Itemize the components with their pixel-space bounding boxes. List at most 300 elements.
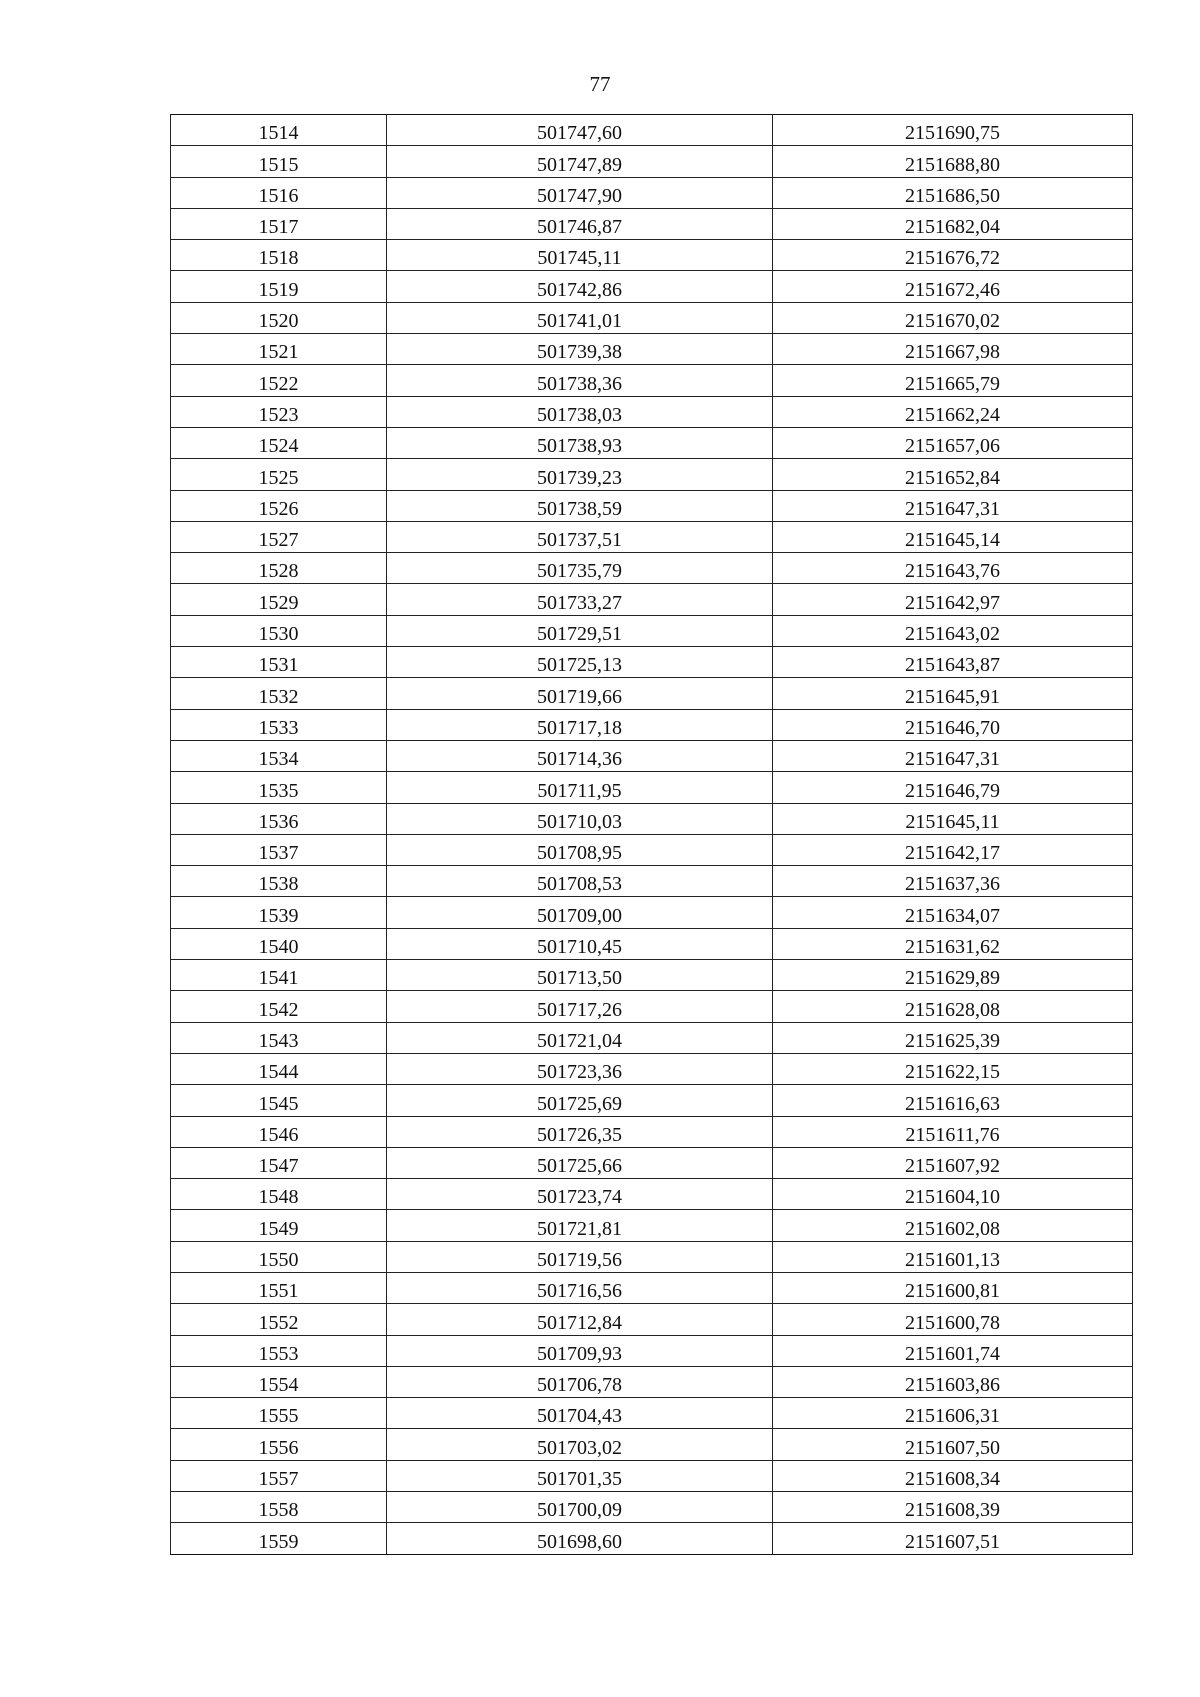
y-coordinate-value: 2151606,31 [905, 1405, 1000, 1428]
y-coordinate-cell [773, 584, 1133, 615]
point-number-value: 1538 [258, 873, 299, 896]
point-number-cell [171, 396, 387, 427]
point-number-cell [171, 803, 387, 834]
y-coordinate-value: 2151645,11 [905, 810, 1000, 833]
x-coordinate-value: 501701,35 [537, 1468, 622, 1491]
point-number-value: 1531 [258, 654, 299, 677]
point-number-value: 1550 [258, 1248, 299, 1271]
table-row [171, 1085, 1133, 1116]
x-coordinate-value: 501721,81 [537, 1217, 622, 1240]
point-number-cell [171, 1053, 387, 1084]
x-coordinate-value: 501738,03 [537, 403, 622, 426]
y-coordinate-value: 2151608,39 [905, 1499, 1000, 1522]
y-coordinate-value: 2151665,79 [905, 372, 1000, 395]
point-number-cell [171, 146, 387, 177]
point-number-value: 1545 [258, 1092, 299, 1115]
point-number-cell [171, 208, 387, 239]
x-coordinate-cell [387, 490, 773, 521]
x-coordinate-cell [387, 459, 773, 490]
y-coordinate-cell [773, 1523, 1133, 1554]
point-number-value: 1553 [258, 1342, 299, 1365]
y-coordinate-value: 2151652,84 [905, 466, 1000, 489]
y-coordinate-value: 2151603,86 [905, 1374, 1000, 1397]
point-number-cell [171, 1398, 387, 1429]
point-number-value: 1551 [258, 1280, 299, 1303]
y-coordinate-value: 2151629,89 [905, 967, 1000, 990]
point-number-value: 1533 [258, 716, 299, 739]
point-number-cell [171, 1116, 387, 1147]
table-row [171, 615, 1133, 646]
point-number-cell [171, 427, 387, 458]
x-coordinate-cell [387, 1085, 773, 1116]
x-coordinate-value: 501726,35 [537, 1123, 622, 1146]
table-row [171, 928, 1133, 959]
point-number-value: 1544 [258, 1061, 299, 1084]
y-coordinate-cell [773, 459, 1133, 490]
table-row [171, 115, 1133, 146]
y-coordinate-value: 2151601,74 [905, 1342, 1000, 1365]
table-row [171, 490, 1133, 521]
x-coordinate-value: 501709,93 [537, 1342, 622, 1365]
point-number-cell [171, 334, 387, 365]
y-coordinate-value: 2151607,50 [905, 1436, 1000, 1459]
y-coordinate-value: 2151625,39 [905, 1029, 1000, 1052]
point-number-value: 1559 [258, 1530, 299, 1553]
x-coordinate-cell [387, 1398, 773, 1429]
x-coordinate-cell [387, 271, 773, 302]
point-number-value: 1529 [258, 591, 299, 614]
y-coordinate-cell [773, 772, 1133, 803]
x-coordinate-value: 501719,56 [537, 1248, 622, 1271]
table-row [171, 1241, 1133, 1272]
y-coordinate-value: 2151628,08 [905, 998, 1000, 1021]
y-coordinate-cell [773, 240, 1133, 271]
x-coordinate-value: 501711,95 [537, 779, 622, 802]
x-coordinate-cell [387, 740, 773, 771]
x-coordinate-value: 501741,01 [537, 310, 622, 333]
page-number: 77 [589, 72, 611, 96]
table-row [171, 334, 1133, 365]
point-number-value: 1552 [258, 1311, 299, 1334]
table-row [171, 302, 1133, 333]
y-coordinate-value: 2151602,08 [905, 1217, 1000, 1240]
y-coordinate-value: 2151600,81 [905, 1280, 1000, 1303]
y-coordinate-value: 2151643,87 [905, 654, 1000, 677]
table-row [171, 271, 1133, 302]
point-number-value: 1522 [258, 372, 299, 395]
table-row [171, 960, 1133, 991]
table-row [171, 897, 1133, 928]
point-number-cell [171, 115, 387, 146]
y-coordinate-cell [773, 740, 1133, 771]
table-row [171, 1272, 1133, 1303]
point-number-value: 1540 [258, 936, 299, 959]
table-row [171, 866, 1133, 897]
point-number-value: 1528 [258, 560, 299, 583]
x-coordinate-value: 501725,69 [537, 1092, 622, 1115]
point-number-cell [171, 772, 387, 803]
point-number-cell [171, 271, 387, 302]
point-number-cell [171, 1147, 387, 1178]
y-coordinate-cell [773, 1085, 1133, 1116]
y-coordinate-cell [773, 866, 1133, 897]
x-coordinate-value: 501706,78 [537, 1374, 622, 1397]
y-coordinate-cell [773, 208, 1133, 239]
y-coordinate-value: 2151643,02 [905, 623, 1000, 646]
y-coordinate-cell [773, 334, 1133, 365]
y-coordinate-value: 2151645,14 [905, 529, 1000, 552]
x-coordinate-cell [387, 521, 773, 552]
table-row [171, 1210, 1133, 1241]
point-number-cell [171, 1304, 387, 1335]
y-coordinate-value: 2151646,79 [905, 779, 1000, 802]
y-coordinate-cell [773, 1116, 1133, 1147]
point-number-value: 1542 [258, 998, 299, 1021]
point-number-cell [171, 584, 387, 615]
x-coordinate-cell [387, 615, 773, 646]
x-coordinate-cell [387, 1335, 773, 1366]
y-coordinate-value: 2151611,76 [905, 1123, 1000, 1146]
point-number-cell [171, 615, 387, 646]
y-coordinate-cell [773, 709, 1133, 740]
point-number-value: 1537 [258, 842, 299, 865]
x-coordinate-value: 501704,43 [537, 1405, 622, 1428]
x-coordinate-cell [387, 334, 773, 365]
y-coordinate-value: 2151601,13 [905, 1248, 1000, 1271]
y-coordinate-value: 2151634,07 [905, 904, 1000, 927]
y-coordinate-value: 2151670,02 [905, 310, 1000, 333]
y-coordinate-value: 2151690,75 [905, 122, 1000, 145]
table-row [171, 553, 1133, 584]
y-coordinate-cell [773, 1429, 1133, 1460]
point-number-cell [171, 365, 387, 396]
point-number-value: 1543 [258, 1029, 299, 1052]
point-number-cell [171, 709, 387, 740]
y-coordinate-cell [773, 1366, 1133, 1397]
x-coordinate-value: 501716,56 [537, 1280, 622, 1303]
point-number-value: 1556 [258, 1436, 299, 1459]
y-coordinate-cell [773, 1210, 1133, 1241]
y-coordinate-cell [773, 396, 1133, 427]
point-number-value: 1520 [258, 310, 299, 333]
table-row [171, 1523, 1133, 1554]
table-row [171, 1147, 1133, 1178]
point-number-cell [171, 1366, 387, 1397]
table-row [171, 1366, 1133, 1397]
y-coordinate-cell [773, 1147, 1133, 1178]
y-coordinate-cell [773, 803, 1133, 834]
y-coordinate-value: 2151631,62 [905, 936, 1000, 959]
y-coordinate-value: 2151667,98 [905, 341, 1000, 364]
x-coordinate-cell [387, 1523, 773, 1554]
point-number-cell [171, 1523, 387, 1554]
point-number-value: 1549 [258, 1217, 299, 1240]
point-number-value: 1514 [258, 122, 299, 145]
x-coordinate-value: 501714,36 [537, 748, 622, 771]
table-row [171, 740, 1133, 771]
x-coordinate-cell [387, 240, 773, 271]
table-row [171, 177, 1133, 208]
x-coordinate-value: 501739,23 [537, 466, 622, 489]
table-row [171, 678, 1133, 709]
y-coordinate-value: 2151647,31 [905, 748, 1000, 771]
x-coordinate-value: 501745,11 [537, 247, 622, 270]
point-number-value: 1532 [258, 685, 299, 708]
point-number-value: 1527 [258, 529, 299, 552]
x-coordinate-value: 501710,45 [537, 936, 622, 959]
x-coordinate-value: 501747,60 [537, 122, 622, 145]
point-number-cell [171, 991, 387, 1022]
point-number-value: 1523 [258, 403, 299, 426]
x-coordinate-cell [387, 1022, 773, 1053]
y-coordinate-cell [773, 678, 1133, 709]
table-row [171, 991, 1133, 1022]
x-coordinate-value: 501738,59 [537, 497, 622, 520]
y-coordinate-value: 2151647,31 [905, 497, 1000, 520]
point-number-value: 1525 [258, 466, 299, 489]
x-coordinate-value: 501721,04 [537, 1029, 622, 1052]
point-number-value: 1536 [258, 810, 299, 833]
table-row [171, 709, 1133, 740]
coordinates-table [170, 114, 1133, 1555]
x-coordinate-value: 501725,66 [537, 1155, 622, 1178]
table-row [171, 1179, 1133, 1210]
point-number-cell [171, 490, 387, 521]
table-row [171, 834, 1133, 865]
x-coordinate-value: 501742,86 [537, 278, 622, 301]
point-number-value: 1524 [258, 435, 299, 458]
y-coordinate-cell [773, 991, 1133, 1022]
point-number-value: 1516 [258, 184, 299, 207]
table-row [171, 146, 1133, 177]
y-coordinate-value: 2151642,17 [905, 842, 1000, 865]
table-row [171, 208, 1133, 239]
y-coordinate-cell [773, 1179, 1133, 1210]
x-coordinate-cell [387, 115, 773, 146]
x-coordinate-cell [387, 709, 773, 740]
x-coordinate-cell [387, 866, 773, 897]
point-number-cell [171, 553, 387, 584]
point-number-value: 1539 [258, 904, 299, 927]
point-number-cell [171, 647, 387, 678]
y-coordinate-cell [773, 115, 1133, 146]
y-coordinate-value: 2151672,46 [905, 278, 1000, 301]
y-coordinate-value: 2151662,24 [905, 403, 1000, 426]
table-row [171, 1022, 1133, 1053]
x-coordinate-value: 501729,51 [537, 623, 622, 646]
y-coordinate-cell [773, 427, 1133, 458]
table-row [171, 772, 1133, 803]
x-coordinate-cell [387, 897, 773, 928]
y-coordinate-cell [773, 177, 1133, 208]
y-coordinate-cell [773, 928, 1133, 959]
x-coordinate-cell [387, 1116, 773, 1147]
x-coordinate-cell [387, 1147, 773, 1178]
table-row [171, 647, 1133, 678]
x-coordinate-value: 501700,09 [537, 1499, 622, 1522]
x-coordinate-cell [387, 177, 773, 208]
point-number-value: 1546 [258, 1123, 299, 1146]
x-coordinate-cell [387, 302, 773, 333]
y-coordinate-cell [773, 647, 1133, 678]
x-coordinate-cell [387, 396, 773, 427]
x-coordinate-value: 501709,00 [537, 904, 622, 927]
x-coordinate-cell [387, 1492, 773, 1523]
x-coordinate-value: 501713,50 [537, 967, 622, 990]
point-number-value: 1517 [258, 216, 299, 239]
point-number-value: 1534 [258, 748, 299, 771]
point-number-value: 1519 [258, 278, 299, 301]
point-number-cell [171, 459, 387, 490]
point-number-cell [171, 740, 387, 771]
x-coordinate-cell [387, 647, 773, 678]
x-coordinate-value: 501725,13 [537, 654, 622, 677]
point-number-cell [171, 1335, 387, 1366]
y-coordinate-value: 2151646,70 [905, 716, 1000, 739]
y-coordinate-value: 2151688,80 [905, 153, 1000, 176]
x-coordinate-cell [387, 834, 773, 865]
point-number-cell [171, 1492, 387, 1523]
x-coordinate-value: 501723,36 [537, 1061, 622, 1084]
point-number-cell [171, 1429, 387, 1460]
table-row [171, 396, 1133, 427]
y-coordinate-value: 2151657,06 [905, 435, 1000, 458]
y-coordinate-value: 2151607,51 [905, 1530, 1000, 1553]
table-row [171, 1053, 1133, 1084]
point-number-cell [171, 1460, 387, 1491]
x-coordinate-cell [387, 1241, 773, 1272]
x-coordinate-value: 501719,66 [537, 685, 622, 708]
y-coordinate-cell [773, 1335, 1133, 1366]
y-coordinate-value: 2151682,04 [905, 216, 1000, 239]
y-coordinate-value: 2151637,36 [905, 873, 1000, 896]
table-row [171, 1335, 1133, 1366]
x-coordinate-cell [387, 427, 773, 458]
y-coordinate-cell [773, 1492, 1133, 1523]
y-coordinate-value: 2151607,92 [905, 1155, 1000, 1178]
x-coordinate-cell [387, 1179, 773, 1210]
x-coordinate-value: 501738,93 [537, 435, 622, 458]
y-coordinate-value: 2151608,34 [905, 1468, 1000, 1491]
y-coordinate-cell [773, 1304, 1133, 1335]
table-row [171, 1116, 1133, 1147]
point-number-value: 1554 [258, 1374, 299, 1397]
table-row [171, 1492, 1133, 1523]
y-coordinate-cell [773, 302, 1133, 333]
point-number-value: 1541 [258, 967, 299, 990]
y-coordinate-value: 2151686,50 [905, 184, 1000, 207]
x-coordinate-cell [387, 678, 773, 709]
x-coordinate-value: 501708,95 [537, 842, 622, 865]
point-number-cell [171, 834, 387, 865]
x-coordinate-value: 501712,84 [537, 1311, 622, 1334]
y-coordinate-cell [773, 834, 1133, 865]
point-number-cell [171, 897, 387, 928]
table-row [171, 1304, 1133, 1335]
point-number-value: 1535 [258, 779, 299, 802]
y-coordinate-value: 2151616,63 [905, 1092, 1000, 1115]
y-coordinate-value: 2151642,97 [905, 591, 1000, 614]
point-number-cell [171, 1210, 387, 1241]
y-coordinate-value: 2151600,78 [905, 1311, 1000, 1334]
point-number-value: 1555 [258, 1405, 299, 1428]
x-coordinate-cell [387, 1429, 773, 1460]
x-coordinate-cell [387, 803, 773, 834]
x-coordinate-value: 501747,89 [537, 153, 622, 176]
y-coordinate-cell [773, 1460, 1133, 1491]
x-coordinate-cell [387, 928, 773, 959]
point-number-cell [171, 678, 387, 709]
point-number-cell [171, 1241, 387, 1272]
x-coordinate-value: 501739,38 [537, 341, 622, 364]
y-coordinate-cell [773, 1022, 1133, 1053]
y-coordinate-cell [773, 1272, 1133, 1303]
y-coordinate-cell [773, 521, 1133, 552]
table-row [171, 1398, 1133, 1429]
point-number-value: 1548 [258, 1186, 299, 1209]
y-coordinate-cell [773, 615, 1133, 646]
point-number-value: 1526 [258, 497, 299, 520]
y-coordinate-cell [773, 1241, 1133, 1272]
point-number-value: 1518 [258, 247, 299, 270]
point-number-cell [171, 1272, 387, 1303]
x-coordinate-cell [387, 1272, 773, 1303]
y-coordinate-cell [773, 490, 1133, 521]
x-coordinate-value: 501735,79 [537, 560, 622, 583]
table-row [171, 427, 1133, 458]
x-coordinate-value: 501746,87 [537, 216, 622, 239]
y-coordinate-cell [773, 271, 1133, 302]
table-row [171, 459, 1133, 490]
point-number-cell [171, 1022, 387, 1053]
x-coordinate-value: 501717,26 [537, 998, 622, 1021]
point-number-value: 1558 [258, 1499, 299, 1522]
point-number-cell [171, 521, 387, 552]
x-coordinate-cell [387, 991, 773, 1022]
x-coordinate-value: 501738,36 [537, 372, 622, 395]
y-coordinate-value: 2151676,72 [905, 247, 1000, 270]
x-coordinate-value: 501710,03 [537, 810, 622, 833]
point-number-value: 1547 [258, 1155, 299, 1178]
point-number-value: 1530 [258, 623, 299, 646]
x-coordinate-value: 501723,74 [537, 1186, 622, 1209]
point-number-cell [171, 866, 387, 897]
y-coordinate-cell [773, 1053, 1133, 1084]
point-number-value: 1515 [258, 153, 299, 176]
x-coordinate-cell [387, 1304, 773, 1335]
y-coordinate-cell [773, 897, 1133, 928]
point-number-cell [171, 302, 387, 333]
y-coordinate-cell [773, 146, 1133, 177]
y-coordinate-cell [773, 1398, 1133, 1429]
y-coordinate-cell [773, 553, 1133, 584]
x-coordinate-cell [387, 960, 773, 991]
table-row [171, 803, 1133, 834]
x-coordinate-cell [387, 365, 773, 396]
x-coordinate-cell [387, 1366, 773, 1397]
y-coordinate-value: 2151643,76 [905, 560, 1000, 583]
point-number-value: 1557 [258, 1468, 299, 1491]
x-coordinate-value: 501717,18 [537, 716, 622, 739]
point-number-value: 1521 [258, 341, 299, 364]
coordinates-table-body [171, 115, 1133, 1555]
table-row [171, 365, 1133, 396]
y-coordinate-value: 2151622,15 [905, 1061, 1000, 1084]
point-number-cell [171, 1085, 387, 1116]
x-coordinate-cell [387, 208, 773, 239]
point-number-cell [171, 1179, 387, 1210]
table-row [171, 1460, 1133, 1491]
